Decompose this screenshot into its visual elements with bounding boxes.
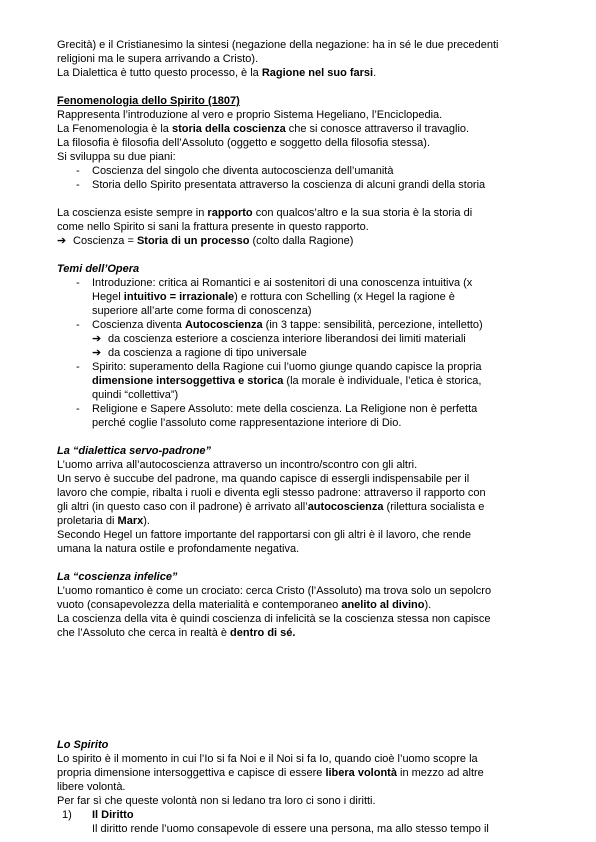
list-item: - Introduzione: critica ai Romantici e ai sostenitori di una conoscenza intuitiva (x — [76, 277, 473, 289]
list-number: 1) — [62, 809, 72, 821]
bullet-dash: - — [76, 319, 80, 331]
list-item: - Storia dello Spirito presentata attraverso la coscienza di alcuni grandi della storia — [76, 179, 486, 191]
section-heading-fenomenologia: Fenomenologia dello Spirito (1807) — [57, 95, 240, 107]
paragraph-line: vuoto (consapevolezza della materialità e contemporaneo anelito al divino). — [57, 599, 432, 611]
paragraph-line: La Dialettica è tutto questo processo, è la Ragione nel suo farsi. — [57, 67, 377, 79]
arrow-right-icon: ➔ — [92, 347, 102, 359]
paragraph-line: L’uomo romantico è come un crociato: cerca Cristo (l’Assoluto) ma trova solo un sepolcro — [57, 585, 492, 597]
list-item: - Coscienza del singolo che diventa autocoscienza dell’umanità — [76, 165, 394, 177]
paragraph-line: come nello Spirito si sani la frattura presente in questo rapporto. — [57, 221, 369, 233]
list-item-continuation: perché coglie l’assoluto come rappresentazione interiore di Dio. — [92, 417, 402, 429]
section-heading-spirito: Lo Spirito — [57, 739, 109, 751]
section-heading-coscienza-infelice: La “coscienza infelice” — [57, 571, 178, 583]
paragraph-line: La Fenomenologia è la storia della coscienza che si conosce attraverso il travaglio. — [57, 123, 470, 135]
paragraph-line: Lo spirito è il momento in cui l’Io si fa Noi e il Noi si fa Io, quando cioè l’uomo scopre la — [57, 753, 478, 765]
paragraph-line: gli altri (in questo caso con il padrone) è arrivato all’autocoscienza (rilettura socialista e — [57, 501, 485, 513]
paragraph-line: L’uomo arriva all’autocoscienza attraverso un incontro/scontro con gli altri. — [57, 459, 418, 471]
arrow-right-icon: ➔ — [92, 333, 102, 345]
paragraph-line: La filosofia è filosofia dell’Assoluto (oggetto e soggetto della filosofia stessa). — [57, 137, 430, 149]
list-item-continuation: ➔ da coscienza esteriore a coscienza interiore liberandosi dei limiti materiali — [92, 333, 466, 345]
list-item-continuation: superiore all’arte come forma di conoscenza) — [92, 305, 312, 317]
paragraph-line: ➔ Coscienza = Storia di un processo (colto dalla Ragione) — [57, 235, 354, 247]
bullet-dash: - — [76, 403, 80, 415]
paragraph-line: Rappresenta l’introduzione al vero e proprio Sistema Hegeliano, l’Enciclopedia. — [57, 109, 443, 121]
paragraph-line: Un servo è succube del padrone, ma quando capisce di essergli indispensabile per il — [57, 473, 470, 485]
bullet-dash: - — [76, 277, 80, 289]
numbered-item-continuation: Il diritto rende l’uomo consapevole di essere una persona, ma allo stesso tempo il — [92, 823, 489, 835]
paragraph-line: La coscienza esiste sempre in rapporto con qualcos’altro e la sua storia è la storia di — [57, 207, 473, 219]
list-item-continuation: quindi “collettiva”) — [92, 389, 179, 401]
paragraph-line: Si sviluppa su due piani: — [57, 151, 176, 163]
list-item-continuation: dimensione intersoggettiva e storica (la morale è individuale, l’etica è storica, — [92, 375, 482, 387]
paragraph-line: Grecità) e il Cristianesimo la sintesi (negazione della negazione: ha in sé le due precedenti — [57, 39, 499, 51]
paragraph-line: religioni ma le supera arrivando a Cristo). — [57, 53, 259, 65]
list-item-continuation: Hegel intuitivo = irrazionale) e rottura con Schelling (x Hegel la ragione è — [92, 291, 455, 303]
document-page — [57, 38, 541, 836]
bullet-dash: - — [76, 179, 80, 191]
section-heading-temi: Temi dell’Opera — [57, 263, 140, 275]
list-item-continuation: ➔ da coscienza a ragione di tipo universale — [92, 347, 307, 359]
paragraph-line: La coscienza della vita è quindi coscienza di infelicità se la coscienza stessa non capisce — [57, 613, 491, 625]
paragraph-line: lavoro che compie, ribalta i ruoli e diventa egli stesso padrone: attraverso il rapporto con — [57, 487, 486, 499]
paragraph-line: umana la natura ostile e profondamente negativa. — [57, 543, 300, 555]
paragraph-line: libere volontà. — [57, 781, 126, 793]
arrow-right-icon: ➔ — [57, 235, 67, 247]
numbered-item: 1) Il Diritto — [62, 809, 134, 821]
list-item: - Religione e Sapere Assoluto: mete della coscienza. La Religione non è perfetta — [76, 403, 478, 415]
paragraph-line: Per far sì che queste volontà non si ledano tra loro ci sono i diritti. — [57, 795, 376, 807]
bullet-dash: - — [76, 165, 80, 177]
paragraph-line: che l’Assoluto che cerca in realtà è dentro di sé. — [57, 627, 296, 639]
paragraph-line: proletaria di Marx). — [57, 515, 150, 527]
list-item: - Spirito: superamento della Ragione cui l’uomo giunge quando capisce la propria — [76, 361, 482, 373]
list-item: - Coscienza diventa Autocoscienza (in 3 tappe: sensibilità, percezione, intelletto) — [76, 319, 483, 331]
bullet-dash: - — [76, 361, 80, 373]
paragraph-line: propria dimensione intersoggettiva e capisce di essere libera volontà in mezzo ad altre — [57, 767, 484, 779]
paragraph-line: Secondo Hegel un fattore importante del rapportarsi con gli altri è il lavoro, che rende — [57, 529, 471, 541]
section-heading-servo-padrone: La “dialettica servo-padrone” — [57, 445, 212, 457]
